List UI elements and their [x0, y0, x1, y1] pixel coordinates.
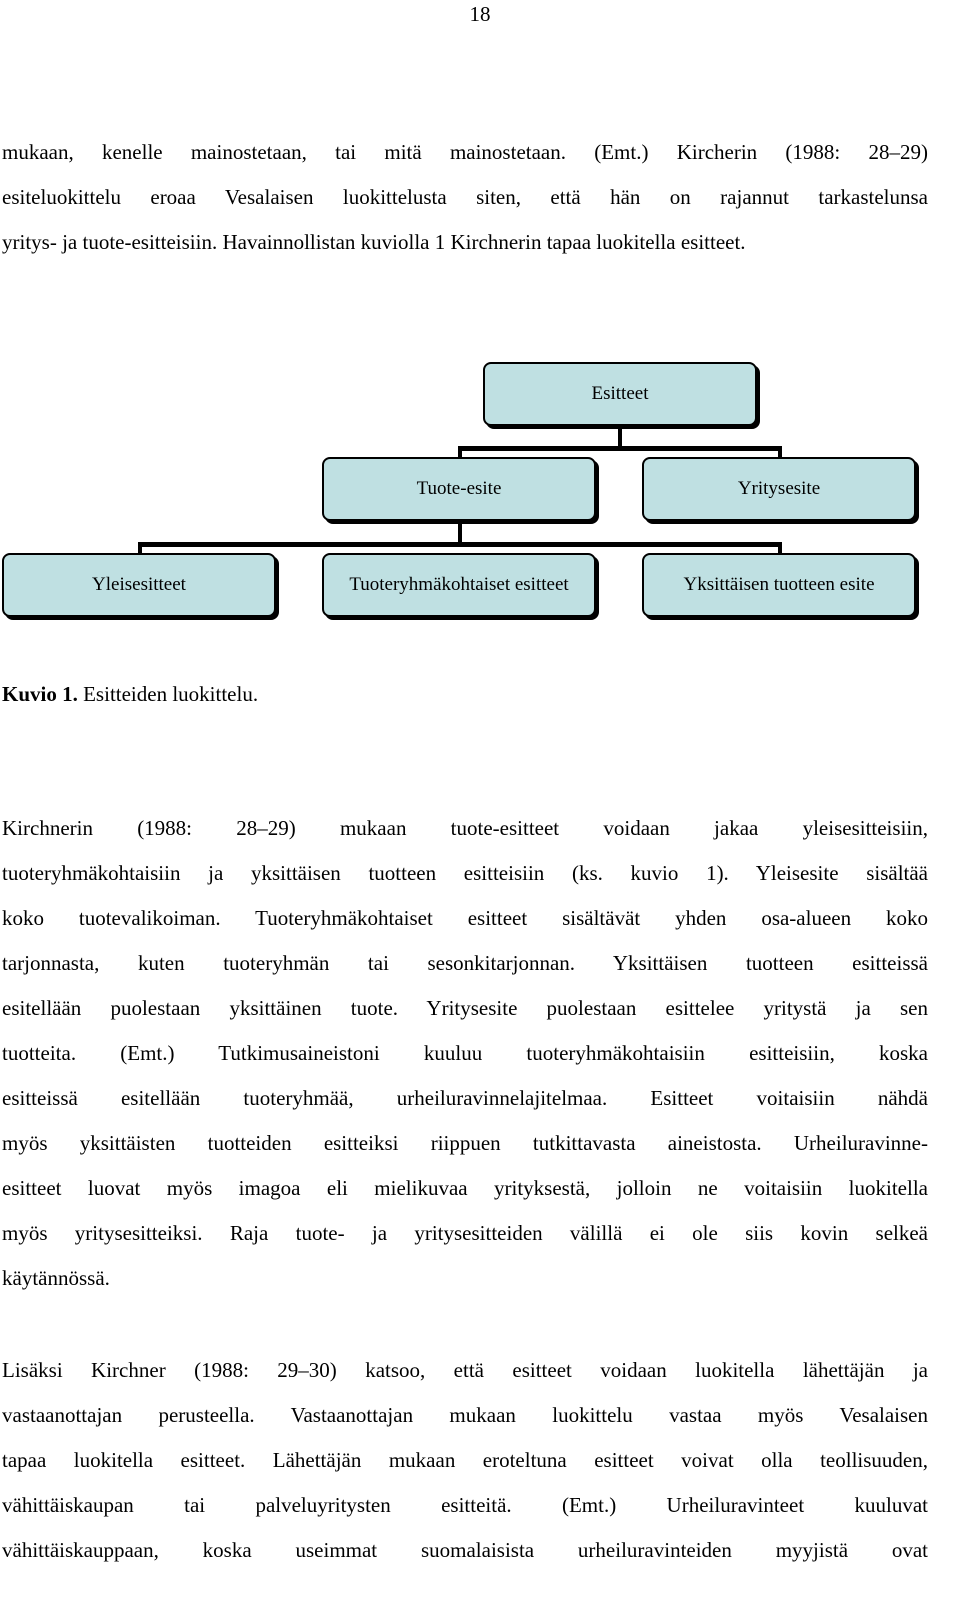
text-line: esitellään puolestaan yksittäinen tuote. Yritysesite puolestaan esittelee yritystä ja sen [2, 996, 928, 1020]
text-line: koko tuotevalikoiman. Tuoteryhmäkohtaiset esitteet sisältävät yhden osa-alueen koko [2, 906, 928, 930]
diagram-node-esitteet: Esitteet [483, 362, 757, 426]
connector-line [458, 446, 782, 451]
text-line: esiteluokittelu eroaa Vesalaisen luokittelusta siten, että hän on rajannut tarkastelunsa [2, 185, 928, 209]
diagram-node-tuote-esite: Tuote-esite [322, 457, 596, 521]
text-line: tapaa luokitella esitteet. Lähettäjän mukaan eroteltuna esitteet voivat olla teollisuuden, [2, 1448, 928, 1472]
diagram-node-yksittaisen: Yksittäisen tuotteen esite [642, 553, 916, 617]
intro-paragraph [2, 130, 928, 265]
text-line: mukaan, kenelle mainostetaan, tai mitä mainostetaan. (Emt.) Kircherin (1988: 28–29) [2, 140, 928, 164]
text-line: esitteet luovat myös imagoa eli mielikuvaa yrityksestä, jolloin ne voitaisiin luokitella [2, 1176, 928, 1200]
text-line: tuotteita. (Emt.) Tutkimusaineistoni kuuluu tuoteryhmäkohtaisiin esitteisiin, koska [2, 1041, 928, 1065]
caption-text: Esitteiden luokittelu. [77, 682, 259, 706]
text-line: myös yritysesitteiksi. Raja tuote- ja yritysesitteiden välillä ei ole siis kovin selkeä [2, 1221, 928, 1245]
connector-line [138, 542, 782, 547]
text-line: vähittäiskaupan tai palveluyritysten esitteitä. (Emt.) Urheiluravinteet kuuluvat [2, 1493, 928, 1517]
text-line: esitteissä esitellään tuoteryhmää, urheiluravinnelajitelmaa. Esitteet voitaisiin nähdä [2, 1086, 928, 1110]
page-number: 18 [469, 2, 491, 26]
text-line: Kirchnerin (1988: 28–29) mukaan tuote-esitteet voidaan jakaa yleisesitteisiin, [2, 816, 928, 840]
diagram-node-yleisesitteet: Yleisesitteet [2, 553, 276, 617]
text-line: vähittäiskauppaan, koska useimmat suomalaisista urheiluravinteiden myyjistä ovat [2, 1538, 928, 1562]
body-paragraph [2, 1348, 928, 1573]
caption-label: Kuvio 1. [2, 682, 78, 706]
text-line: vastaanottajan perusteella. Vastaanottajan mukaan luokittelu vastaa myös Vesalaisen [2, 1403, 928, 1427]
text-line: yritys- ja tuote-esitteisiin. Havainnollistan kuviolla 1 Kirchnerin tapaa luokitella esitteet. [2, 230, 746, 254]
diagram-node-yritysesite: Yritysesite [642, 457, 916, 521]
text-line: myös yksittäisten tuotteiden esitteiksi riippuen tutkittavasta aineistosta. Urheiluravinne- [2, 1131, 928, 1155]
body-paragraph [2, 806, 928, 1301]
figure-caption [2, 680, 258, 708]
text-line: käytännössä. [2, 1266, 110, 1290]
text-line: Lisäksi Kirchner (1988: 29–30) katsoo, että esitteet voidaan luokitella lähettäjän ja [2, 1358, 928, 1382]
diagram-node-tuoteryhmakohtaiset: Tuoteryhmäkohtaiset esitteet [322, 553, 596, 617]
text-line: tarjonnasta, kuten tuoteryhmän tai sesonkitarjonnan. Yksittäisen tuotteen esitteissä [2, 951, 928, 975]
text-line: tuoteryhmäkohtaisiin ja yksittäisen tuotteen esitteisiin (ks. kuvio 1). Yleisesite sisältää [2, 861, 928, 885]
